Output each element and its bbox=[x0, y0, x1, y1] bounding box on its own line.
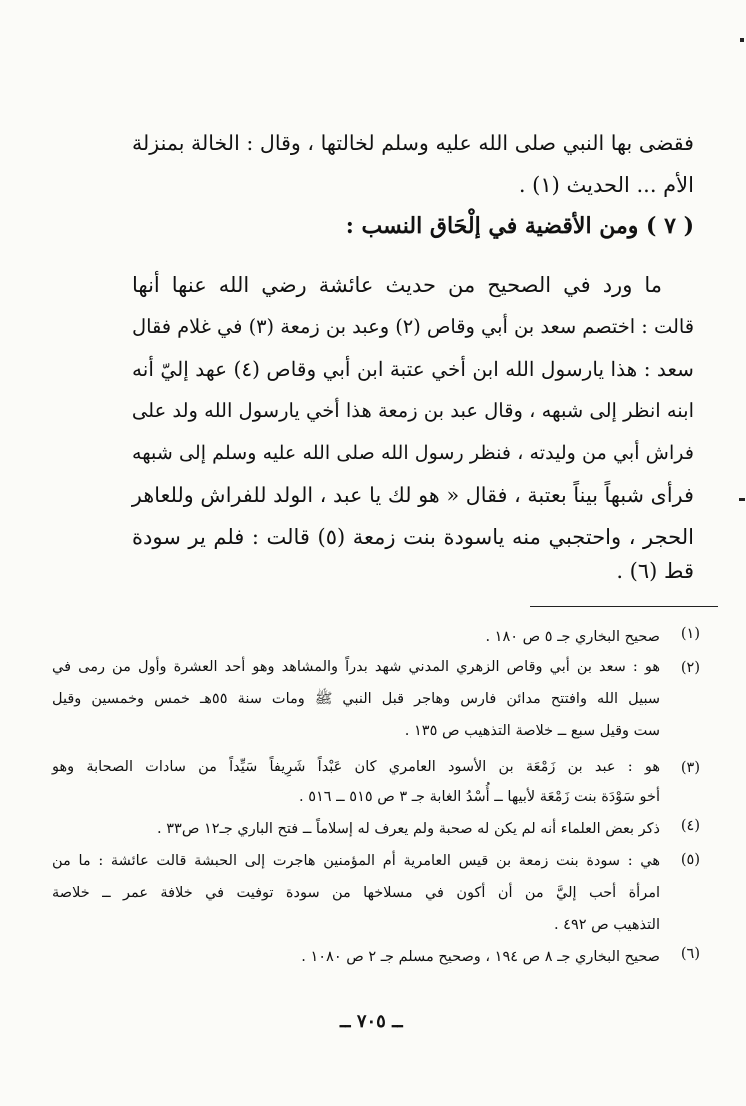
page-number: ــ ٧٠٥ ــ bbox=[340, 1011, 403, 1032]
section-heading: ( ٧ ) ومن الأقضية في إلْحَاق النسب : bbox=[345, 213, 694, 239]
main-line-1: فقضى بها النبي صلى الله عليه وسلم لخالتها ، وقال : الخالة بمنزلة bbox=[132, 131, 694, 155]
footnote-line-8: هي : سودة بنت زمعة بن قيس العامرية أم المؤمنين هاجرت إلى الحبشة قالت عائشة : ما من bbox=[52, 853, 660, 869]
footnote-line-4: ست وقيل سبع ــ خلاصة التذهيب ص ١٣٥ . bbox=[404, 723, 660, 739]
footnote-line-5: هو : عبد بن زَمْعَة بن الأسود العامري كان عَبْداً شَرِيفاً سَيِّداً من سادات الصحابة وهو bbox=[52, 759, 660, 775]
scan-edge-mark-middle bbox=[739, 498, 745, 501]
footnote-line-9: امرأة أحب إليَّ من أن أكون في مسلاخها من سودة توفيت في خلافة عمر ــ خلاصة bbox=[52, 885, 660, 901]
footnote-number-4: (٤) bbox=[680, 818, 700, 834]
main-line-5: سعد : هذا يارسول الله ابن أخي عتبة ابن أبي وقاص (٤) عهد إليّ أنه bbox=[132, 357, 694, 381]
footnote-line-2: هو : سعد بن أبي وقاص الزهري المدني شهد بدراً والمشاهد وهو أحد العشرة وأول من رمى في bbox=[52, 659, 660, 675]
footnote-line-10: التذهيب ص ٤٩٢ . bbox=[553, 917, 660, 933]
main-line-2: الأم ... الحديث (١) . bbox=[518, 173, 694, 197]
footnote-line-6: أخو سَوْدَة بنت زَمْعَة لأبيها ــ أُسْدُ الغابة جـ ٣ ص ٥١٥ ــ ٥١٦ . bbox=[298, 789, 660, 805]
scan-edge-mark-top bbox=[740, 38, 744, 42]
footnote-separator bbox=[530, 606, 718, 607]
footnote-number-5: (٥) bbox=[680, 852, 700, 868]
footnote-number-6: (٦) bbox=[680, 946, 700, 962]
main-line-6: ابنه انظر إلى شبهه ، وقال عبد بن زمعة هذا أخي يارسول الله ولد على bbox=[131, 399, 694, 422]
footnote-line-3: سبيل الله وافتتح مدائن فارس وهاجر قبل النبي ﷺ ومات سنة ٥٥هـ خمس وخمسين وقيل bbox=[52, 691, 660, 707]
footnote-number-3: (٣) bbox=[680, 760, 700, 776]
main-line-4: قالت : اختصم سعد بن أبي وقاص (٢) وعبد بن زمعة (٣) في غلام فقال bbox=[132, 315, 695, 338]
footnote-number-1: (١) bbox=[680, 626, 700, 642]
footnote-number-2: (٢) bbox=[680, 660, 700, 676]
footnote-line-7: ذكر بعض العلماء أنه لم يكن له صحبة ولم يعرف له إسلاماً ــ فتح الباري جـ١٢ ص٣٣ . bbox=[157, 821, 660, 837]
main-line-9: الحجر ، واحتجبي منه ياسودة بنت زمعة (٥) قالت : فلم ير سودة bbox=[132, 525, 694, 549]
main-line-10: قط (٦) . bbox=[616, 559, 694, 583]
main-line-8: فرأى شبهاً بيناً بعتبة ، فقال « هو لك يا عبد ، الولد للفراش وللعاهر bbox=[131, 483, 694, 507]
main-line-3: ما ورد في الصحيح من حديث عائشة رضي الله عنها أنها bbox=[132, 273, 662, 297]
footnote-line-1: صحيح البخاري جـ ٥ ص ١٨٠ . bbox=[485, 629, 660, 645]
footnote-line-11: صحيح البخاري جـ ٨ ص ١٩٤ ، وصحيح مسلم جـ ٢ ص ١٠٨٠ . bbox=[301, 949, 660, 965]
main-line-7: فراش أبي من وليدته ، فنظر رسول الله صلى الله عليه وسلم إلى شبهه bbox=[132, 441, 694, 464]
